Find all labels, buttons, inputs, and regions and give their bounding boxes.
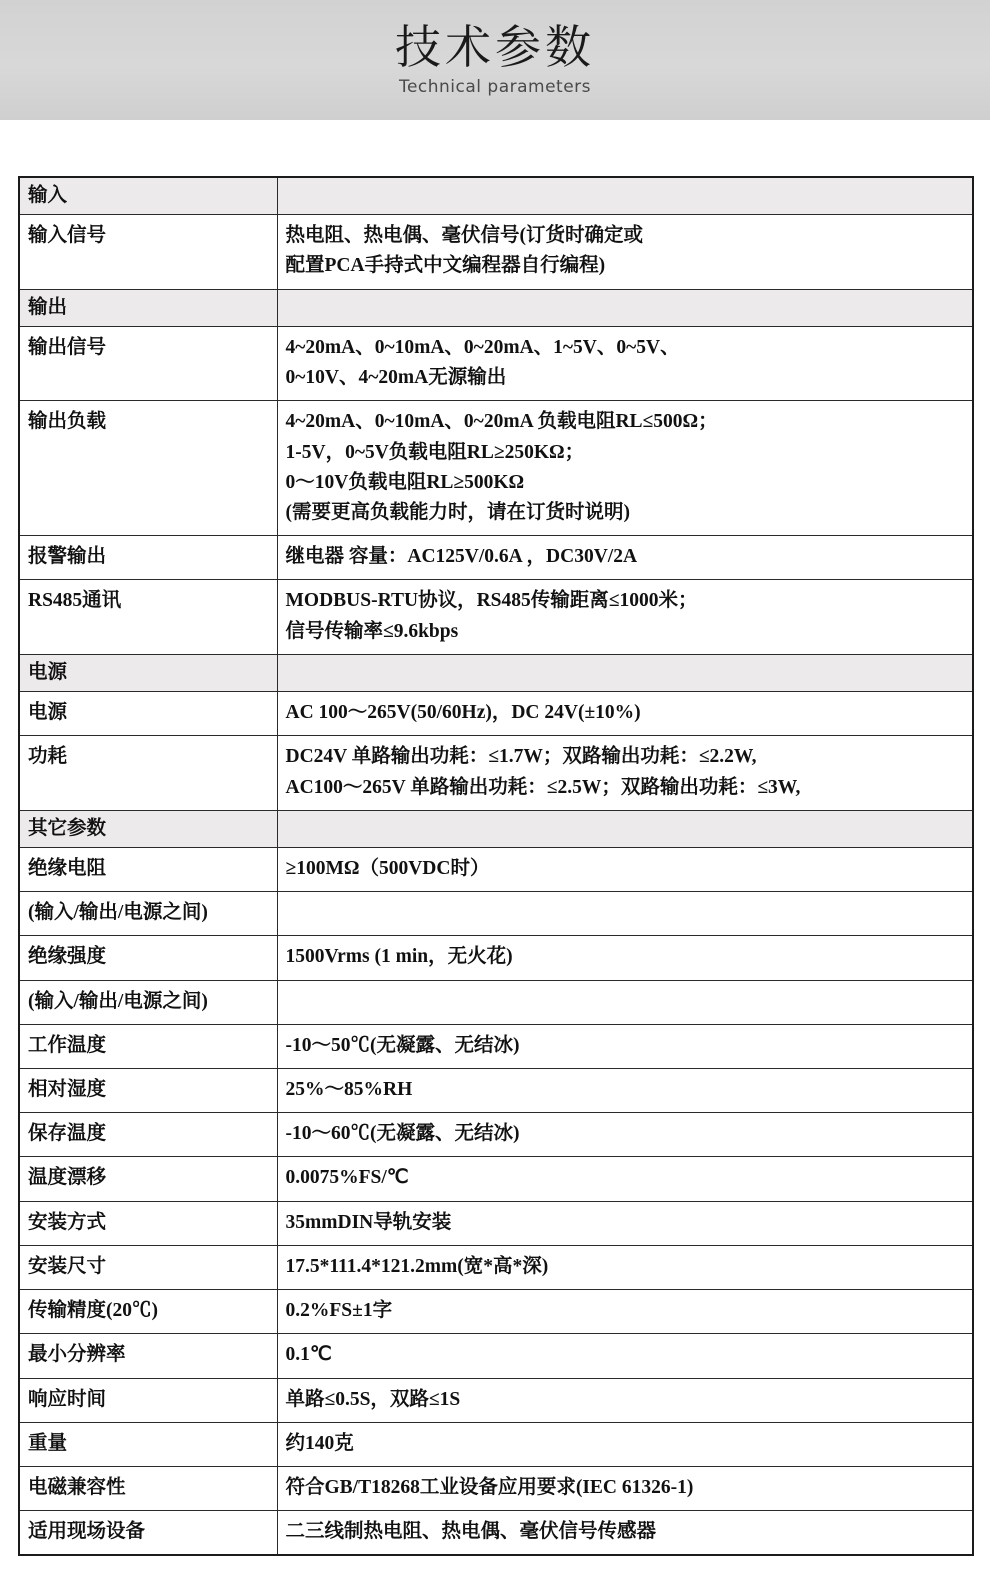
table-row	[19, 692, 973, 736]
row-label: 输出负载	[19, 401, 277, 536]
row-value	[277, 736, 973, 810]
table-row	[19, 1113, 973, 1157]
spec-table-body	[19, 177, 973, 1555]
table-row	[19, 1290, 973, 1334]
page-subtitle: Technical parameters	[398, 77, 592, 98]
section-spacer-cell	[277, 810, 973, 847]
row-value	[277, 1201, 973, 1245]
value-line: 0~10V、4~20mA无源输出	[285, 367, 507, 389]
row-label: 适用现场设备	[19, 1511, 277, 1556]
section-label: 其它参数	[19, 810, 277, 847]
value-line: 35mmDIN导轨安装	[285, 1211, 452, 1233]
value-line: 17.5*111.4*121.2mm(宽*高*深)	[285, 1255, 549, 1277]
table-row	[19, 1024, 973, 1068]
value-line: 4~20mA、0~10mA、0~20mA 负载电阻RL≤500Ω；	[285, 411, 718, 433]
table-row	[19, 1334, 973, 1378]
row-value	[277, 215, 973, 289]
row-label: 保存温度	[19, 1113, 277, 1157]
row-label: 最小分辨率	[19, 1334, 277, 1378]
row-label: (输入/输出/电源之间)	[19, 980, 277, 1024]
row-value	[277, 1467, 973, 1511]
value-line: 单路≤0.5S，双路≤1S	[285, 1388, 461, 1410]
value-line: 0.0075%FS/℃	[285, 1167, 409, 1189]
row-value	[277, 692, 973, 736]
row-label: 绝缘电阻	[19, 847, 277, 891]
row-value	[277, 847, 973, 891]
row-label: 输入信号	[19, 215, 277, 289]
row-value	[277, 401, 973, 536]
row-value	[277, 1024, 973, 1068]
table-row	[19, 401, 973, 536]
row-label: 安装尺寸	[19, 1245, 277, 1289]
row-value	[277, 1245, 973, 1289]
value-line: DC24V 单路输出功耗：≤1.7W；双路输出功耗：≤2.2W,	[285, 746, 757, 768]
value-line: AC100～265V 单路输出功耗：≤2.5W；双路输出功耗：≤3W,	[285, 776, 801, 798]
section-spacer-cell	[277, 654, 973, 691]
spec-table	[18, 176, 974, 1556]
row-value	[277, 1113, 973, 1157]
value-line: 约140克	[285, 1432, 354, 1454]
section-row	[19, 654, 973, 691]
value-line: 热电阻、热电偶、毫伏信号(订货时确定或	[285, 225, 643, 247]
table-row	[19, 980, 973, 1024]
row-value	[277, 1290, 973, 1334]
row-value	[277, 1157, 973, 1201]
table-row	[19, 892, 973, 936]
value-line: 0.2%FS±1字	[285, 1300, 393, 1322]
value-line: 0.1℃	[285, 1344, 332, 1366]
row-label: 重量	[19, 1422, 277, 1466]
table-row	[19, 1157, 973, 1201]
value-line: 0～10V负载电阻RL≥500KΩ	[285, 471, 525, 493]
value-line: AC 100～265V(50/60Hz)，DC 24V(±10%)	[285, 702, 641, 724]
section-label: 输入	[19, 177, 277, 215]
row-value	[277, 1422, 973, 1466]
row-value-empty	[277, 892, 973, 936]
value-line: 二三线制热电阻、热电偶、毫伏信号传感器	[285, 1521, 657, 1543]
value-line: MODBUS-RTU协议，RS485传输距离≤1000米；	[285, 590, 698, 612]
row-value	[277, 1334, 973, 1378]
section-row	[19, 810, 973, 847]
table-row	[19, 1378, 973, 1422]
row-value	[277, 580, 973, 654]
page-title: 技术参数	[395, 19, 595, 74]
value-line: 继电器 容量：AC125V/0.6A ，DC30V/2A	[285, 546, 638, 568]
row-label: 安装方式	[19, 1201, 277, 1245]
row-label: 输出信号	[19, 326, 277, 400]
row-value-empty	[277, 980, 973, 1024]
value-line: 25%～85%RH	[285, 1079, 413, 1101]
table-row	[19, 1511, 973, 1556]
value-line: -10～50℃(无凝露、无结冰)	[285, 1034, 520, 1056]
row-value	[277, 1511, 973, 1556]
value-line: 符合GB/T18268工业设备应用要求(IEC 61326-1)	[285, 1477, 694, 1498]
row-label: 电源	[19, 692, 277, 736]
section-row	[19, 177, 973, 215]
table-row	[19, 1422, 973, 1466]
table-row	[19, 1201, 973, 1245]
spec-table-wrap	[0, 120, 990, 1578]
row-label: 报警输出	[19, 536, 277, 580]
section-spacer-cell	[277, 289, 973, 326]
row-label: 绝缘强度	[19, 936, 277, 980]
row-value	[277, 1378, 973, 1422]
section-spacer-cell	[277, 177, 973, 215]
value-line: (需要更高负载能力时，请在订货时说明)	[285, 501, 630, 523]
section-label: 输出	[19, 289, 277, 326]
value-line: 1-5V，0~5V负载电阻RL≥250KΩ；	[285, 441, 585, 463]
value-line: 信号传输率≤9.6kbps	[285, 620, 459, 642]
row-label: 传输精度(20℃)	[19, 1290, 277, 1334]
row-value	[277, 326, 973, 400]
table-row	[19, 936, 973, 980]
value-line: ≥100MΩ（500VDC时）	[285, 857, 490, 879]
row-label: RS485通讯	[19, 580, 277, 654]
table-row	[19, 1467, 973, 1511]
row-value	[277, 536, 973, 580]
section-label: 电源	[19, 654, 277, 691]
value-line: 4~20mA、0~10mA、0~20mA、1~5V、0~5V、	[285, 336, 680, 358]
row-value	[277, 1069, 973, 1113]
section-row	[19, 289, 973, 326]
table-row	[19, 1245, 973, 1289]
table-row	[19, 580, 973, 654]
value-line: -10～60℃(无凝露、无结冰)	[285, 1123, 520, 1145]
row-label: 相对湿度	[19, 1069, 277, 1113]
table-row	[19, 736, 973, 810]
row-label: 工作温度	[19, 1024, 277, 1068]
row-label: 电磁兼容性	[19, 1467, 277, 1511]
row-label: 温度漂移	[19, 1157, 277, 1201]
row-value	[277, 936, 973, 980]
value-line: 配置PCA手持式中文编程器自行编程)	[285, 255, 606, 277]
row-label: 功耗	[19, 736, 277, 810]
row-label: 响应时间	[19, 1378, 277, 1422]
table-row	[19, 847, 973, 891]
table-row	[19, 215, 973, 289]
row-label: (输入/输出/电源之间)	[19, 892, 277, 936]
table-row	[19, 326, 973, 400]
value-line: 1500Vrms (1 min，无火花)	[285, 946, 513, 968]
table-row	[19, 536, 973, 580]
page-header	[0, 0, 990, 120]
table-row	[19, 1069, 973, 1113]
